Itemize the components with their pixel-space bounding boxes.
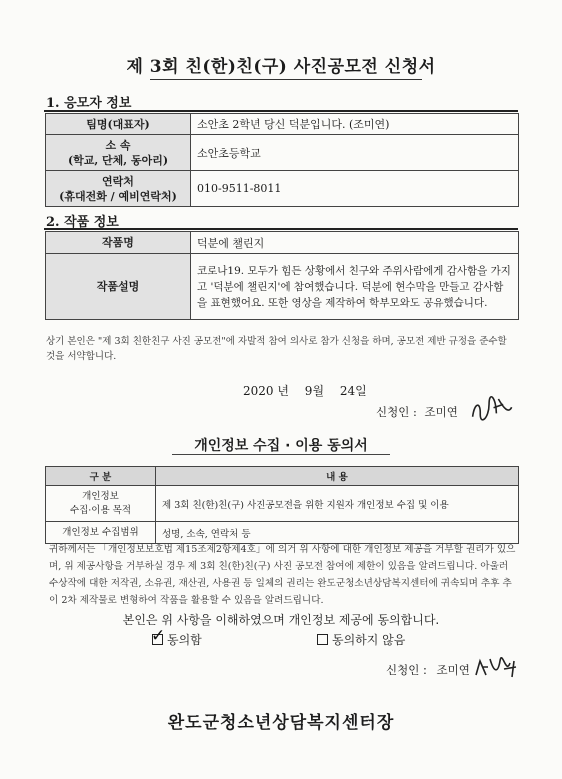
application-date [243,382,367,399]
consent-applicant-name: 조미연 [436,663,470,677]
consent-table [45,466,519,544]
affiliation-label-sub: (학교, 단체, 동아리) [67,153,169,167]
date-day: 24 [339,384,356,398]
purpose-value: 제 3회 친(한)친(구) 사진공모전을 위한 지원자 개인정보 수집 및 이용 [156,486,519,522]
col-content-header: 내 용 [156,467,519,486]
agree-label: 동의함 [167,633,202,647]
contact-label-sub: (휴대전화 / 예비연락처) [59,189,177,203]
table-row [46,135,519,171]
applicant-label: 신청인 : [376,405,417,419]
applicant-info-table [45,113,519,207]
issuer-footer: 완도군청소년상담복지센터장 [167,713,395,733]
check-mark-icon: ✓ [151,626,166,646]
work-desc-label: 작품설명 [46,254,191,320]
section1-rule [44,110,518,112]
signature-scribble-icon [474,655,518,681]
applicant-name: 조미연 [424,405,458,419]
section2-rule [44,228,518,230]
section2-heading: 2. 작품 정보 [46,215,119,230]
affiliation-label-main: 소 속 [105,138,131,152]
consent-notice: 귀하께서는 「개인정보보호법 제15조제2항제4호」에 의거 위 사항에 대한 개인정보 제공을 거부할 권리가 있으며, 위 제공사항을 거부하실 경우 제 3회 친(한)친(구) 사진 공모전 참여에 제한이 있음을 알려드립니다. 아울러 수상작에 대한 저작권, 소유권, 재산권, 사용권 등 일체의 권리는 완도군청소년상담복지센터에 귀속되며 추후 추이 2차 제작물로 변형하여 작품을 활용할 수 있음을 알려드립니다. [49,544,516,606]
consent-question: 본인은 위 사항을 이해하였으며 개인정보 제공에 동의합니다. [122,613,440,627]
consent-title: 개인정보 수집 · 이용 동의서 [194,438,368,454]
date-month: 9 [304,384,313,398]
date-month-unit: 월 [312,384,325,398]
agree-option[interactable] [151,626,202,648]
contact-value: 010-9511-8011 [191,171,519,207]
date-year-unit: 년 [277,384,289,398]
disagree-option[interactable] [317,631,405,648]
table-row [46,467,519,486]
agree-checkbox[interactable] [151,626,166,646]
scope-value: 성명, 소속, 연락처 등 [156,522,519,544]
date-day-unit: 일 [355,384,367,398]
date-year: 2020 [243,384,274,398]
table-row [46,114,519,135]
team-name-label: 팀명(대표자) [46,114,191,135]
signature-scribble-icon [468,393,515,425]
work-desc-value: 코로나19. 모두가 힘든 상황에서 친구와 주위사람에게 감사함을 가지고 '덕분에 챌린지'에 참여했습니다. 덕분에 현수막을 만들고 감사함을 표현했어요. 또한 영상을 제작하여 학부모와도 공유했습니다. [191,254,519,320]
disagree-checkbox[interactable] [317,634,328,645]
affiliation-value: 소안초등학교 [191,135,519,171]
table-row [46,232,519,254]
consent-applicant-label: 신청인 : [386,663,427,677]
table-row [46,254,519,320]
consent-signature [474,655,518,685]
table-row [46,171,519,207]
title-underline [150,79,422,80]
disagree-label: 동의하지 않음 [332,633,406,647]
purpose-label [46,486,156,522]
work-info-table [45,231,519,320]
team-name-value: 소안초 2학년 당신 덕분입니다. (조미연) [191,114,519,135]
work-name-value: 덕분에 챌린지 [191,232,519,254]
purpose-label-line1: 개인정보 [82,490,119,502]
consent-title-underline [172,454,390,455]
purpose-label-line2: 수집·이용 목적 [69,504,132,516]
work-name-label: 작품명 [46,232,191,254]
scope-label: 개인정보 수집범위 [46,522,156,544]
affiliation-label [46,135,191,171]
contact-label-main: 연락처 [102,174,134,188]
document-title: 제 3회 친(한)친(구) 사진공모전 신청서 [126,57,436,77]
section1-heading: 1. 응모자 정보 [46,96,132,111]
pledge-text: 상기 본인은 "제 3회 친한친구 사진 공모전"에 자발적 참여 의사로 참가 신청을 하며, 공모전 제반 규정을 준수할 것을 서약합니다. [46,336,507,362]
consent-sign-line [386,662,470,678]
applicant-signature [468,393,516,429]
contact-label [46,171,191,207]
table-row [46,486,519,522]
col-category-header: 구 분 [46,467,156,486]
applicant-sign-line [376,404,458,420]
